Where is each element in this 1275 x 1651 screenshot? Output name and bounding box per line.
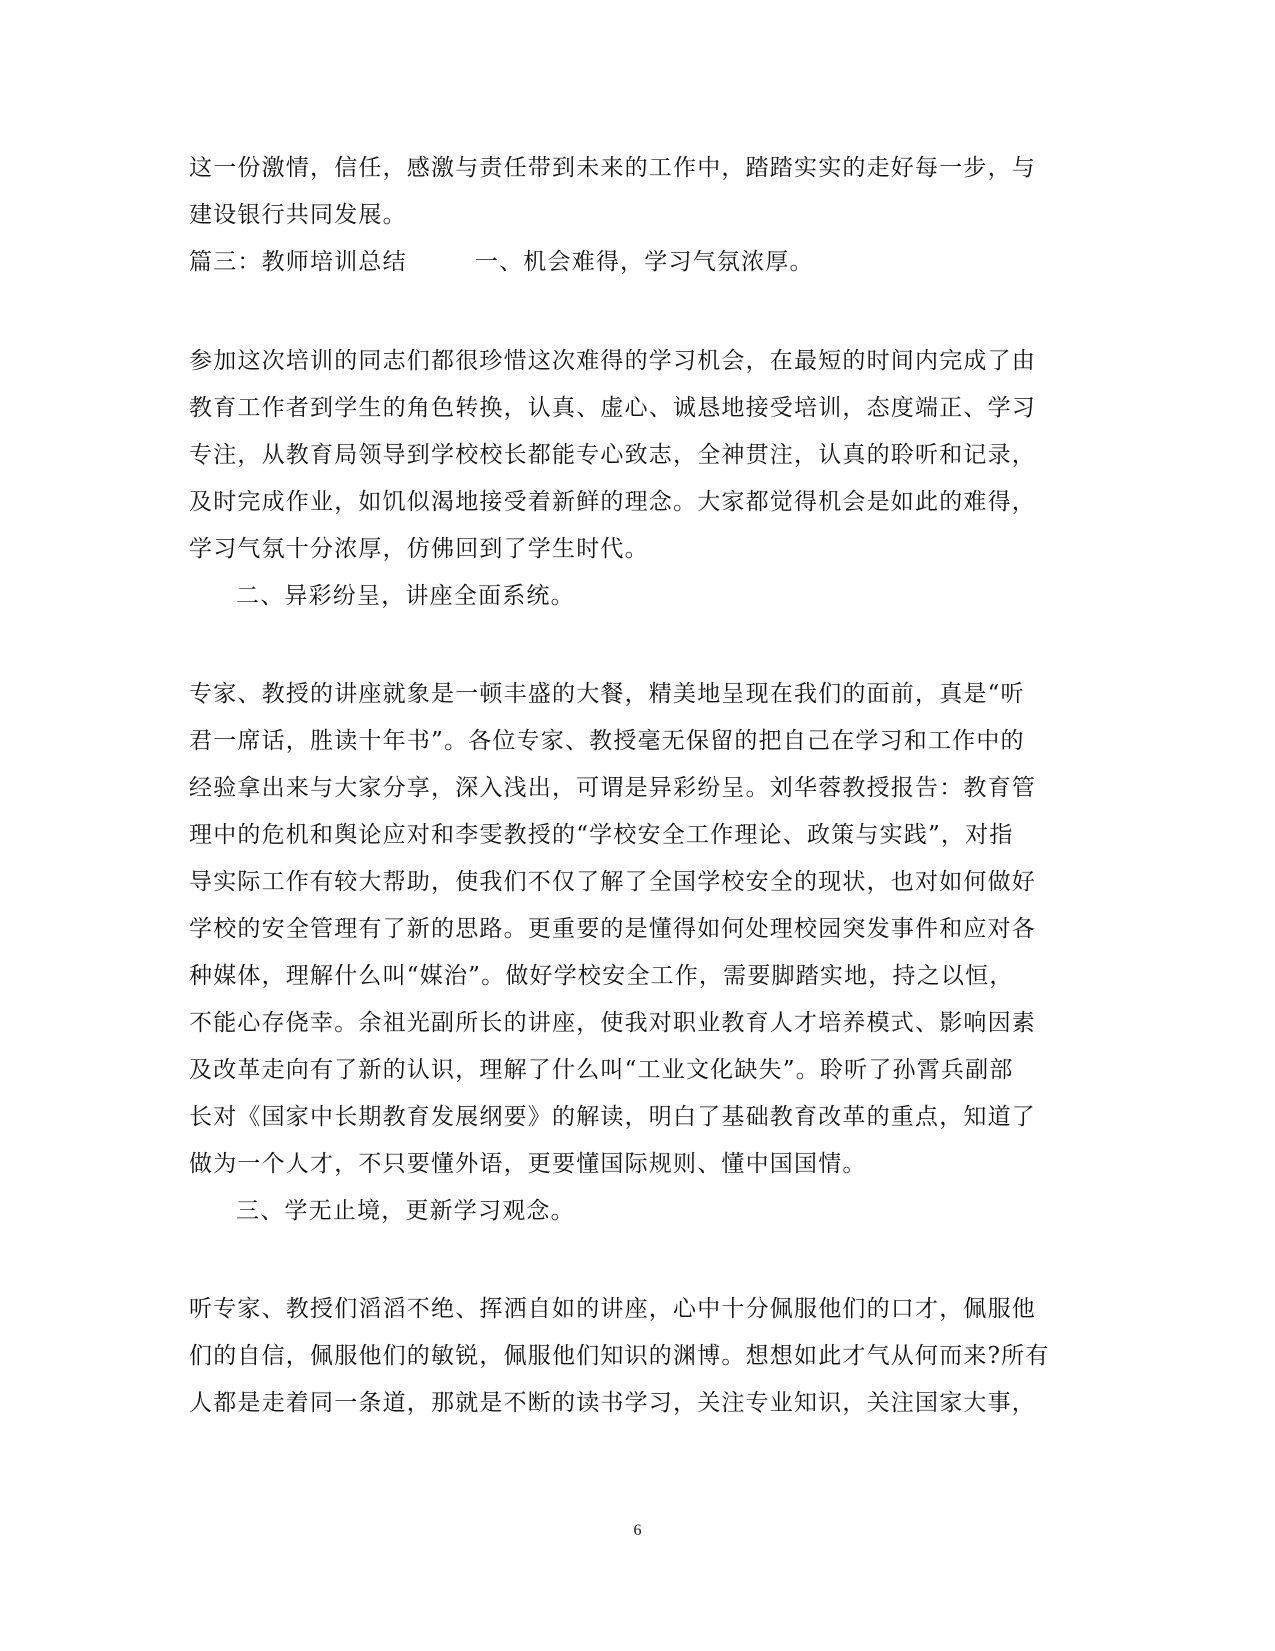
text-line: 及改革走向有了新的认识，理解了什么叫“工业文化缺失”。聆听了孙霄兵副部 [189, 1057, 1014, 1083]
text-line: 们的自信，佩服他们的敏锐，佩服他们知识的渊博。想想如此才气从何而来?所有 [189, 1343, 1050, 1369]
text-line: 专家、教授的讲座就象是一顿丰盛的大餐，精美地呈现在我们的面前，真是“听 [189, 681, 1025, 707]
text-line: 参加这次培训的同志们都很珍惜这次难得的学习机会，在最短的时间内完成了由 [189, 348, 1036, 374]
text-line: 专注，从教育局领导到学校校长都能专心致志，全神贯注，认真的聆听和记录， [189, 442, 1036, 468]
text-line: 导实际工作有较大帮助，使我们不仅了解了全国学校安全的现状，也对如何做好 [189, 869, 1036, 895]
text-line: 这一份激情，信任，感激与责任带到未来的工作中，踏踏实实的走好每一步，与 [189, 155, 1036, 181]
text-line: 人都是走着同一条道，那就是不断的读书学习，关注专业知识，关注国家大事， [189, 1390, 1036, 1416]
text-line: 长对《国家中长期教育发展纲要》的解读，明白了基础教育改革的重点，知道了 [189, 1104, 1036, 1130]
text-line: 君一席话，胜读十年书”。各位专家、教授毫无保留的把自己在学习和工作中的 [189, 728, 1025, 754]
page-number: 6 [633, 1522, 642, 1539]
subheading: 三、学无止境，更新学习观念。 [236, 1198, 575, 1224]
text-line: 不能心存侥幸。余祖光副所长的讲座，使我对职业教育人才培养模式、影响因素 [189, 1010, 1036, 1036]
text-line: 学习气氛十分浓厚，仿佛回到了学生时代。 [189, 536, 649, 562]
subheading: 二、异彩纷呈，讲座全面系统。 [236, 583, 575, 609]
text-line: 种媒体，理解什么叫“媒治”。做好学校安全工作，需要脚踏实地，持之以恒， [189, 963, 1014, 989]
text-line: 及时完成作业，如饥似渴地接受着新鲜的理念。大家都觉得机会是如此的难得， [189, 489, 1036, 515]
text-line: 听专家、教授们滔滔不绝、挥洒自如的讲座，心中十分佩服他们的口才，佩服他 [189, 1296, 1036, 1322]
text-line: 建设银行共同发展。 [189, 202, 407, 228]
text-line: 教育工作者到学生的角色转换，认真、虚心、诚恳地接受培训，态度端正、学习 [189, 395, 1036, 421]
section-heading: 篇三：教师培训总结 一、机会难得，学习气氛浓厚。 [189, 249, 814, 275]
text-line: 学校的安全管理有了新的思路。更重要的是懂得如何处理校园突发事件和应对各 [189, 916, 1036, 942]
text-line: 做为一个人才，不只要懂外语，更要懂国际规则、懂中国国情。 [189, 1151, 867, 1177]
text-line: 理中的危机和舆论应对和李雯教授的“学校安全工作理论、政策与实践”，对指 [189, 822, 1014, 848]
text-line: 经验拿出来与大家分享，深入浅出，可谓是异彩纷呈。刘华蓉教授报告：教育管 [189, 775, 1036, 801]
